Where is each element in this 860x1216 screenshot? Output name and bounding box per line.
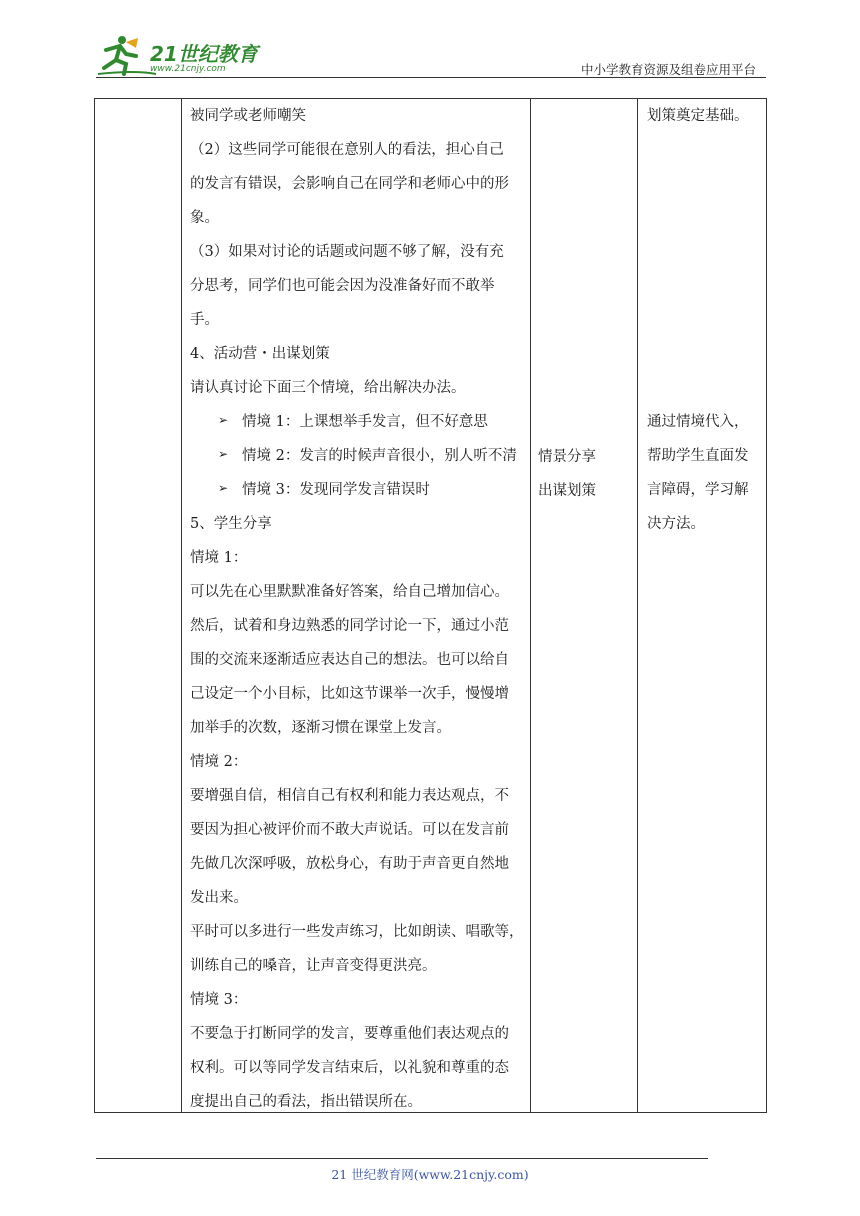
column-divider (530, 99, 531, 1112)
scenario-item: 情境 2：发言的时候声音很小，别人听不清 (242, 448, 517, 464)
intent-line: 言障碍，学习解 (647, 482, 749, 498)
content-line: 先做几次深呼吸，放松身心，有助于声音更自然地 (190, 856, 509, 872)
content-line: 权利。可以等同学发言结束后，以礼貌和尊重的态 (190, 1060, 509, 1076)
header-divider (96, 77, 766, 78)
logo-url: www.21cnjy.com (150, 64, 226, 74)
content-line: 训练自己的嗓音，让声音变得更洪亮。 (190, 958, 437, 974)
column-divider (181, 99, 182, 1112)
scenario-label: 情境 2： (190, 754, 248, 770)
intent-line: 帮助学生直面发 (647, 448, 749, 464)
section-heading: 4、活动营・出谋划策 (190, 346, 330, 362)
content-line: 要增强自信，相信自己有权利和能力表达观点，不 (190, 788, 509, 804)
activity-line: 出谋划策 (538, 483, 596, 499)
scenario-item: 情境 1：上课想举手发言，但不好意思 (242, 414, 488, 430)
intent-line: 通过情境代入， (647, 414, 749, 430)
content-line: 度提出自己的看法，指出错误所在。 (190, 1094, 422, 1110)
content-line: 的发言有错误，会影响自己在同学和老师心中的形 (190, 176, 509, 192)
content-line: 分思考，同学们也可能会因为没准备好而不敢举 (190, 278, 495, 294)
column-divider (637, 99, 638, 1112)
logo-text: 21世纪教育 (150, 42, 258, 66)
scenario-label: 情境 1： (190, 550, 248, 566)
content-line: 不要急于打断同学的发言，要尊重他们表达观点的 (190, 1026, 509, 1042)
content-line: 己设定一个小目标，比如这节课举一次手，慢慢增 (190, 686, 509, 702)
arrow-bullet-icon: ➢ (218, 413, 229, 427)
section-heading: 5、学生分享 (190, 516, 272, 532)
content-line: 象。 (190, 210, 219, 226)
content-line: （2）这些同学可能很在意别人的看法，担心自己 (190, 142, 504, 158)
content-line: （3）如果对讨论的话题或问题不够了解，没有充 (190, 244, 504, 260)
content-line: 平时可以多进行一些发声练习，比如朗读、唱歌等， (190, 924, 524, 940)
content-line: 然后，试着和身边熟悉的同学讨论一下，通过小范 (190, 618, 509, 634)
content-line: 加举手的次数，逐渐习惯在课堂上发言。 (190, 720, 451, 736)
footer-divider (96, 1158, 708, 1159)
intent-line: 划策奠定基础。 (647, 108, 749, 124)
scenario-item: 情境 3：发现同学发言错误时 (242, 482, 430, 498)
content-line: 要因为担心被评价而不敢大声说话。可以在发言前 (190, 822, 509, 838)
activity-line: 情景分享 (538, 449, 596, 465)
arrow-bullet-icon: ➢ (218, 447, 229, 461)
content-line: 围的交流来逐渐适应表达自己的想法。也可以给自 (190, 652, 509, 668)
content-line: 可以先在心里默默准备好答案，给自己增加信心。 (190, 584, 509, 600)
lesson-plan-table (94, 98, 767, 1113)
page-header (0, 0, 860, 80)
content-line: 被同学或老师嘲笑 (190, 108, 306, 124)
platform-title: 中小学教育资源及组卷应用平台 (580, 62, 756, 77)
scenario-label: 情境 3： (190, 992, 248, 1008)
content-line: 请认真讨论下面三个情境，给出解决办法。 (190, 380, 466, 396)
intent-line: 决方法。 (647, 516, 705, 532)
student-activity-column (538, 440, 596, 508)
footer-text: 21 世纪教育网(www.21cnjy.com) (331, 1167, 529, 1182)
arrow-bullet-icon: ➢ (218, 481, 229, 495)
content-line: 发出来。 (190, 890, 248, 906)
content-line: 手。 (190, 312, 219, 328)
